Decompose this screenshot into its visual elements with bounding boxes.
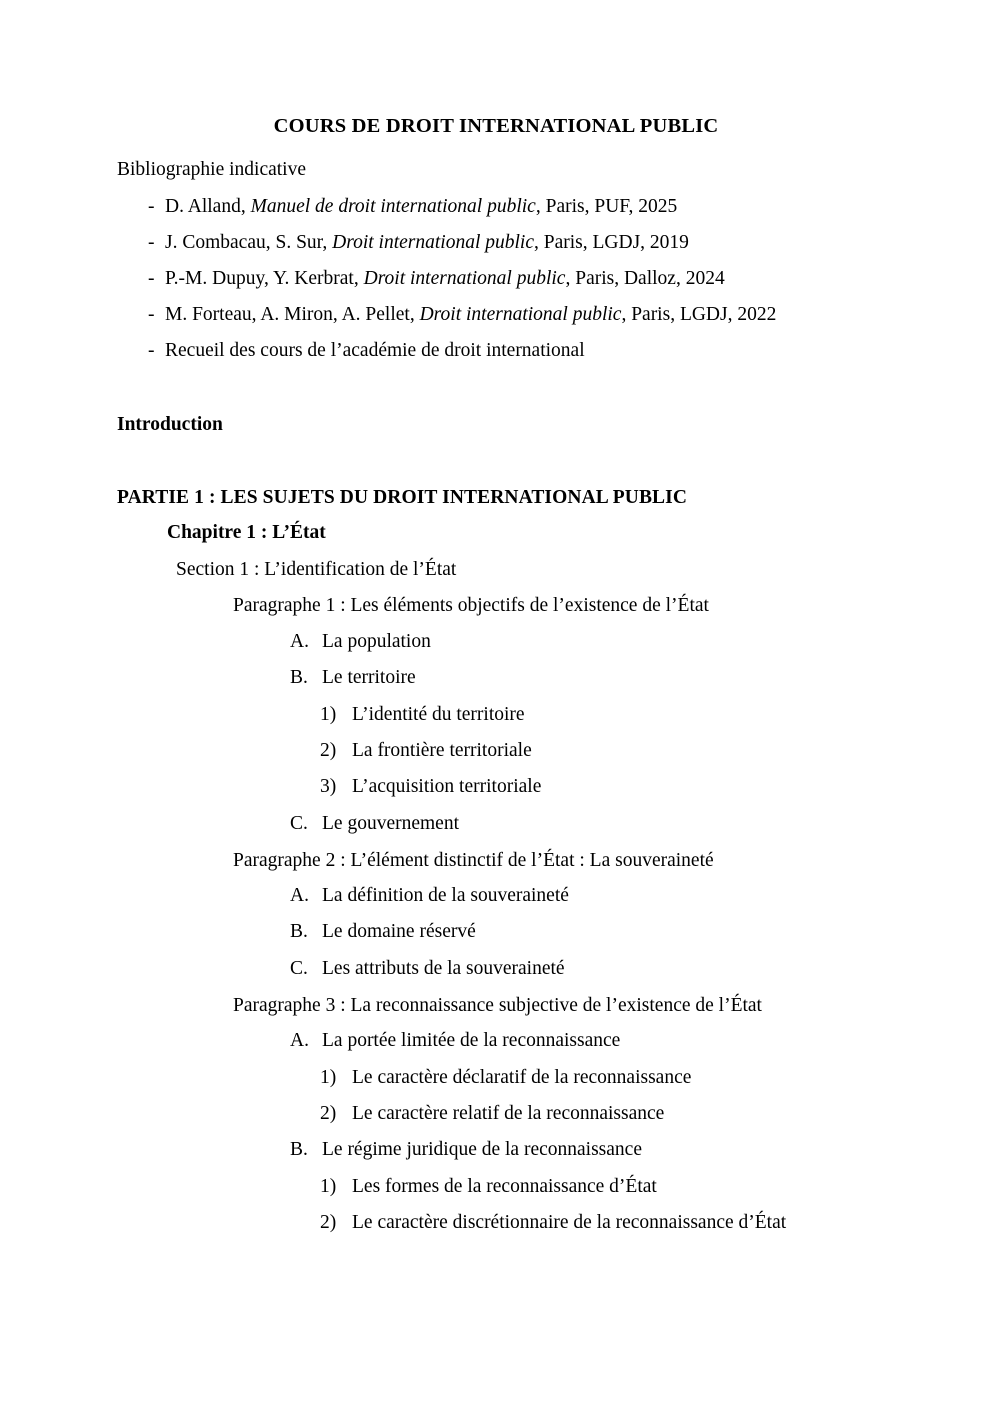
outline-marker: C. bbox=[290, 813, 308, 834]
outline-text: Le territoire bbox=[322, 667, 416, 688]
outline-marker: B. bbox=[290, 921, 308, 942]
outline-marker: 2) bbox=[320, 740, 337, 761]
bibliography-label: Bibliographie indicative bbox=[117, 159, 306, 180]
outline-text: L’acquisition territoriale bbox=[352, 776, 542, 797]
outline-marker: B. bbox=[290, 667, 308, 688]
outline-marker: 3) bbox=[320, 776, 337, 797]
heading-section-1: Section 1 : L’identification de l’État bbox=[176, 559, 457, 580]
heading-paragraphe-2: Paragraphe 2 : L’élément distinctif de l’État : La souveraineté bbox=[233, 850, 714, 871]
outline-marker: 2) bbox=[320, 1212, 337, 1233]
bibliography-entry-text: Recueil des cours de l’académie de droit international bbox=[165, 340, 585, 361]
heading-paragraphe-3: Paragraphe 3 : La reconnaissance subjective de l’existence de l’État bbox=[233, 995, 762, 1016]
outline-text: Le régime juridique de la reconnaissance bbox=[322, 1139, 642, 1160]
outline-text: Les formes de la reconnaissance d’État bbox=[352, 1176, 657, 1197]
outline-marker: B. bbox=[290, 1139, 308, 1160]
bullet-dash-icon: - bbox=[148, 340, 155, 361]
bullet-dash-icon: - bbox=[148, 232, 155, 253]
outline-text: La frontière territoriale bbox=[352, 740, 532, 761]
bibliography-entry-text: D. Alland, Manuel de droit international public, Paris, PUF, 2025 bbox=[165, 196, 678, 217]
bullet-dash-icon: - bbox=[148, 304, 155, 325]
outline-text: Le gouvernement bbox=[322, 813, 459, 834]
bibliography-entry-text: P.-M. Dupuy, Y. Kerbrat, Droit international public, Paris, Dalloz, 2024 bbox=[165, 268, 725, 289]
outline-text: La population bbox=[322, 631, 431, 652]
outline-marker: 1) bbox=[320, 704, 337, 725]
outline-text: La définition de la souveraineté bbox=[322, 885, 569, 906]
outline-text: Le caractère déclaratif de la reconnaissance bbox=[352, 1067, 692, 1088]
outline-text: Le caractère relatif de la reconnaissance bbox=[352, 1103, 665, 1124]
heading-paragraphe-1: Paragraphe 1 : Les éléments objectifs de l’existence de l’État bbox=[233, 595, 709, 616]
bullet-dash-icon: - bbox=[148, 268, 155, 289]
outline-text: Le domaine réservé bbox=[322, 921, 476, 942]
outline-text: Les attributs de la souveraineté bbox=[322, 958, 565, 979]
outline-marker: A. bbox=[290, 1030, 309, 1051]
bibliography-entry-text: J. Combacau, S. Sur, Droit international public, Paris, LGDJ, 2019 bbox=[165, 232, 689, 253]
heading-introduction: Introduction bbox=[117, 414, 223, 435]
heading-partie-1: PARTIE 1 : LES SUJETS DU DROIT INTERNATIONAL PUBLIC bbox=[117, 487, 688, 508]
outline-marker: A. bbox=[290, 631, 309, 652]
outline-marker: C. bbox=[290, 958, 308, 979]
outline-text: La portée limitée de la reconnaissance bbox=[322, 1030, 621, 1051]
outline-text: Le caractère discrétionnaire de la reconnaissance d’État bbox=[352, 1212, 787, 1233]
heading-chapitre-1: Chapitre 1 : L’État bbox=[167, 522, 326, 543]
bullet-dash-icon: - bbox=[148, 196, 155, 217]
outline-marker: 1) bbox=[320, 1067, 337, 1088]
page-title: COURS DE DROIT INTERNATIONAL PUBLIC bbox=[273, 115, 719, 137]
outline-text: L’identité du territoire bbox=[352, 704, 525, 725]
outline-marker: 2) bbox=[320, 1103, 337, 1124]
bibliography-entry-text: M. Forteau, A. Miron, A. Pellet, Droit international public, Paris, LGDJ, 2022 bbox=[165, 304, 777, 325]
outline-marker: A. bbox=[290, 885, 309, 906]
outline-marker: 1) bbox=[320, 1176, 337, 1197]
